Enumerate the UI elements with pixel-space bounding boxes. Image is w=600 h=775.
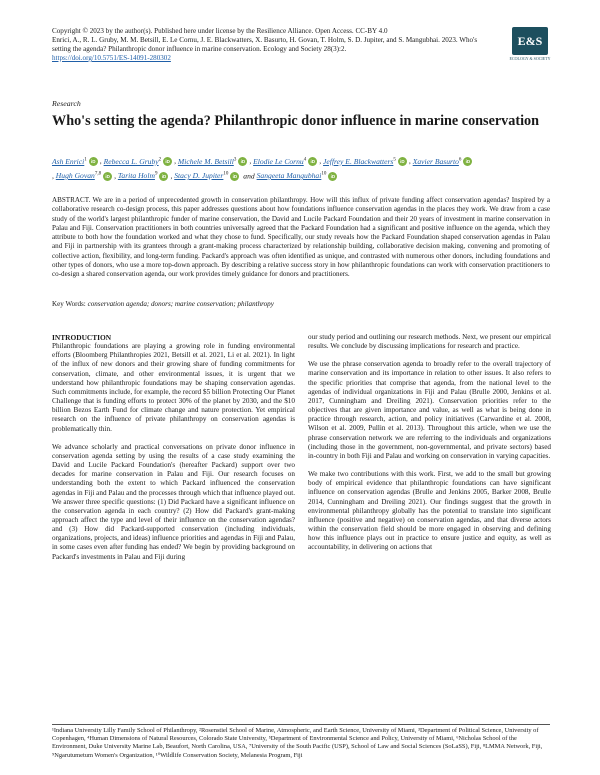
keywords (52, 300, 550, 309)
body-paragraph: our study period and outlining our research methods. Next, we present our empirical results. We conclude by discussing implications for research and practice. (308, 333, 551, 351)
copyright-line: Copyright © 2023 by the author(s). Published here under license by the Resilience Alliance. Open Access. CC-BY 4.0 (52, 27, 388, 35)
orcid-icon[interactable]: iD (230, 172, 239, 181)
body-paragraph: We advance scholarly and practical conversations on private donor influence in conservation agenda setting by using the results of a case study examining the David and Lucile Packard Foundation's (hereafter Packard) support over two decades for marine conservation in Palau and Fiji. Our research focuses on understanding both the extent to which Packard influenced the conservation agendas in Fiji and Palau and the processes through which that influence played out. We answer three specific questions: (1) Did Packard have a significant influence on the conservation agenda in each country? (2) How did Packard's grant-making approach affect the type and level of their influence on the conservation agendas? and (3) How did Packard-supported conservation (including individuals, organizations, projects, and ideas) influence priorities and agendas in Fiji and Palau, in some cases even after funding has ended? We begin by providing background on Packard's investments in Palau and Fiji during (52, 442, 295, 561)
affiliation-sup: 4 (303, 157, 307, 162)
orcid-icon[interactable]: iD (398, 157, 407, 166)
author-link[interactable]: Tarita Holm (117, 171, 155, 181)
author-entry (253, 157, 319, 166)
author-link[interactable]: Elodie Le Cornu (253, 156, 304, 166)
orcid-icon[interactable]: iD (328, 172, 337, 181)
journal-logo-text: E&S (517, 33, 543, 48)
orcid-icon[interactable]: iD (163, 157, 172, 166)
author-entry (178, 157, 249, 166)
keywords-label: Key Words: (52, 300, 86, 308)
affiliation-sup: 2 (158, 157, 162, 162)
orcid-icon[interactable]: iD (463, 157, 472, 166)
affiliation-sup: 6 (458, 157, 462, 162)
right-column (308, 333, 551, 561)
left-column (52, 333, 295, 571)
body-paragraph: We use the phrase conservation agenda to broadly refer to the overall trajectory of marine conservation and its importance in relation to other issues. It also refers to the specific priorities that comprise that agenda, from the national level to the agendas of individual organizations in Fiji and Palau (Brulle 2000, Jenkins et al. 2017, Cunningham and Dreiling 2021). Conservation priorities refer to the objectives that are given importance and value, as well as what is being done in practice through research, action, and policy initiatives (Carwardine et al. 2008, Wilson et al. 2009, Pullin et al. 2013). Throughout this article, when we use the phrase conservation network we are referring to the individuals and organizations (including those in the government, non-governmental, and private sectors) based in-country in both Fiji and Palau and working on conservation in varying capacities. (308, 360, 551, 460)
author-link[interactable]: Sangeeta Mangubhai (256, 171, 322, 181)
author-entry (104, 157, 175, 166)
orcid-icon[interactable]: iD (308, 157, 317, 166)
citation-text: Enrici, A., R. L. Gruby, M. M. Betsill, E. Le Cornu, J. E. Blackwatters, X. Basurto, H. Govan, T. Holm, S. D. Jupiter, and S. Mangubhai. 2023. Who's setting the agenda? Philanthropic donor influence in marine conservation. Ecology and Society 28(3):2. (52, 36, 478, 53)
author-link[interactable]: Hugh Govan (55, 171, 95, 181)
body-paragraph: Philanthropic foundations are playing a growing role in funding environmental efforts (Bloomberg Philanthropies 2021, Betsill et al. 2021, Li et al. 2021). In light of the influx of new donors and their growing share of funding commitments for conservation, climate, and other environmental issues, it is urgent that we understand how philanthropic foundations may be shaping conservation agendas. Such commitments include, for example, the record $5 billion Protecting Our Planet Challenge that is funding efforts to protect 30% of the planet by 2030, and the $10 billion Bezos Earth Fund for climate change and nature protection. Yet empirical research on the influence of private philanthropy on conservation agendas is problematically thin. (52, 342, 295, 433)
author-link[interactable]: Ash Enrici (52, 156, 85, 166)
author-entry (56, 171, 114, 180)
orcid-icon[interactable]: iD (89, 157, 98, 166)
author-link[interactable]: Rebecca L. Gruby (103, 156, 159, 166)
journal-logo[interactable] (512, 27, 548, 55)
doi-link[interactable]: https://doi.org/10.5751/ES-14091-280302 (52, 54, 171, 62)
article-title: Who's setting the agenda? Philanthropic donor influence in marine conservation (52, 113, 540, 129)
authors-and: and (243, 171, 255, 181)
author-entry (52, 157, 100, 166)
keywords-text: conservation agenda; donors; marine conservation; philanthropy (87, 300, 274, 308)
orcid-icon[interactable]: iD (159, 172, 168, 181)
affiliation-sup: 10 (321, 171, 327, 177)
affiliation-sup: 1 (84, 157, 87, 162)
author-entry (413, 157, 475, 166)
author-entry (118, 171, 171, 180)
section-label: Research (52, 99, 81, 108)
orcid-icon[interactable]: iD (103, 172, 112, 181)
author-entry (323, 157, 409, 166)
author-link[interactable]: Xavier Basurto (412, 156, 459, 166)
abstract: ABSTRACT. We are in a period of unprecedented growth in conservation philanthropy. How will this influx of private funding affect conservation agendas? Inspired by a collaborative research co-design process, this paper addresses questions about how foundations influence conservation agendas in the places they work. We draw from a case study of the world's largest philanthropic funder of marine conservation, the David and Lucile Packard Foundation and their 20 years of investment in marine conservation in Palau and Fiji. Conservation practitioners in both countries universally agreed that the Packard Foundation had a significant and positive influence on the agenda, which they attribute to both how the foundation worked and what they chose to fund. Specifically, our study reveals how the Packard Foundation shaped conservation agendas in Palau and Fiji in partnership with its grantees through a grant-making process characterized by relationship building, collaborative decision making, convening and promoting of collective action, flexibility, and long-term funding. Packard's approach was often identified as unique, and contrasted with numerous other donors, including foundations and other types of donors, who use a more top-down approach. By describing a relative success story in how philanthropic foundations can work with conservation practitioners to co-design a shared conservation agenda, our work provides timely guidance for donors and practitioners. (52, 196, 550, 279)
author-link[interactable]: Stacy D. Jupiter (174, 171, 224, 181)
affiliation-sup: 5 (393, 157, 396, 162)
author-link[interactable]: Michele M. Betsill (177, 156, 234, 166)
copyright-block (52, 27, 492, 63)
journal-logo-caption: ECOLOGY & SOCIETY (509, 56, 551, 61)
footnote-divider (52, 724, 550, 725)
affiliation-sup: 3 (233, 157, 237, 162)
orcid-icon[interactable]: iD (238, 157, 247, 166)
section-heading-introduction: INTRODUCTION (52, 333, 112, 342)
author-link[interactable]: Jeffrey E. Blackwatters (323, 156, 394, 166)
affiliation-sup: 9 (154, 171, 158, 177)
affiliation-sup: 7,8 (94, 171, 102, 177)
author-list: Ash Enrici$^1$ iD , Rebecca L. Gruby$^2$ iD , Michele M. Betsill$^3$ iD , Elodie Le Cornu$^4$ iD , Jeffrey E. Blackwatters$^5$ iD , Xavier Basurto$^6$ iD , Hugh Govan$^{7,8}$ iD , Tarita Holm$^9$ iD , Stacy D. Jupiter$^{10}$ iD and Sangeeta Mangubhai$^{10}$ iD (52, 153, 552, 182)
affiliations: ¹Indiana University Lilly Family School of Philanthropy, ²Rosenstiel School of Marine, Atmospheric, and Earth Science, University of Miami, ³Department of Political Science, University of Copenhagen, ⁴Human Dimensions of Natural Resources, Colorado State University, ⁵Department of Environmental Science and Policy, University of Miami, ⁶Nicholas School of the Environment, Duke University Marine Lab, Beaufort, North Carolina, USA, ⁷University of the South Pacific (USP), School of Law and Social Sciences (SoLaSS), Fiji, ⁸LMMA Network, Fiji, ⁹Ngarutumetum Women's Organization, ¹⁰Wildlife Conservation Society, Melanesia Program, Fiji (52, 727, 543, 759)
author-entry (257, 171, 340, 180)
affiliation-sup: 10 (223, 171, 229, 177)
author-entry (174, 171, 241, 180)
body-paragraph: We make two contributions with this work. First, we add to the small but growing body of empirical evidence that philanthropic foundations can have significant influence on conservation agendas (Brulle and Jenkins 2005, Barker 2008, Brulle 2014, Cunningham and Dreiling 2021). Our findings suggest that the growth in environmental philanthropy globally has the potential to translate into significant influence (positive and negative) on conservation agendas, and that diverse actors within the conservation field should be more engaged in observing and defining how this influence plays out in practice to ensure justice and equity, as well as accountability, in delivering on actions that (308, 470, 551, 552)
